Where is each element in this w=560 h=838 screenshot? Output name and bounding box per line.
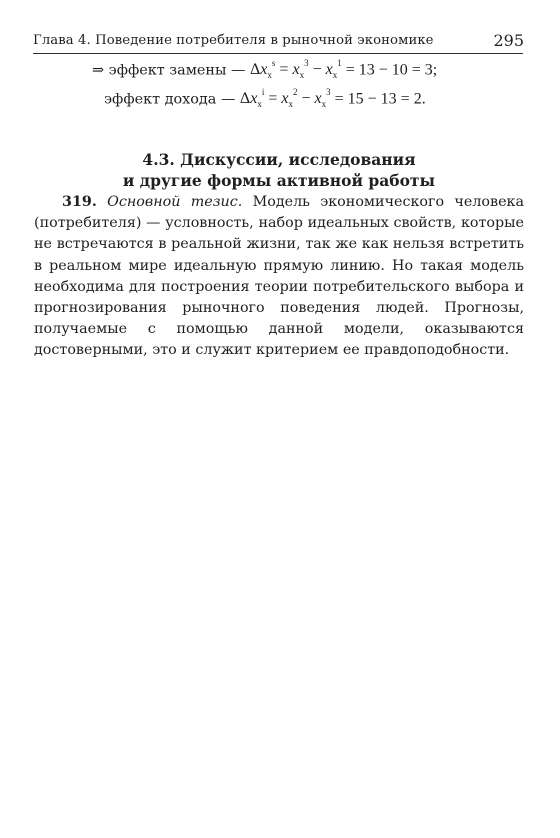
substitution-effect-formula	[92, 60, 437, 81]
formula-1-expression: $\Delta x_x^s = x_x^3 - x_x^1$	[250, 58, 342, 81]
section-title-line-1: 4.3. Дискуссии, исследования	[142, 150, 416, 169]
paragraph-number: 319.	[62, 194, 97, 210]
chapter-title: Глава 4. Поведение потребителя в рыночной экономике	[33, 33, 434, 48]
thesis-label: Основной тезис.	[107, 194, 243, 210]
formula-2-prefix: эффект дохода —	[104, 91, 240, 108]
paragraph-text: Модель экономического человека (потребителя) — условность, набор идеальных свойств, которые не встречаются в реальной жизни, так же как нельзя встретить в реальном мире идеальную прямую линию. Но такая модель необходима для построения теории потребительского выбора и прогнозирования рыночного поведения людей. Прогнозы, получаемые с помощью данной модели, оказываются достоверными, это и служит критерием ее правдоподобности.	[34, 194, 524, 359]
page-header	[33, 29, 523, 54]
formula-2-expression: $\Delta x_x^i = x_x^2 - x_x^3$	[239, 87, 331, 110]
formula-2-result: = 15 − 13 = 2.	[330, 90, 426, 108]
section-title-line-2: и другие формы активной работы	[122, 171, 436, 190]
formula-1-result: = 13 − 10 = 3;	[341, 61, 438, 79]
paragraph-319	[34, 192, 524, 362]
page-number: 295	[493, 31, 524, 50]
formula-1-prefix: ⇒ эффект замены —	[92, 62, 250, 79]
income-effect-formula	[104, 89, 426, 110]
